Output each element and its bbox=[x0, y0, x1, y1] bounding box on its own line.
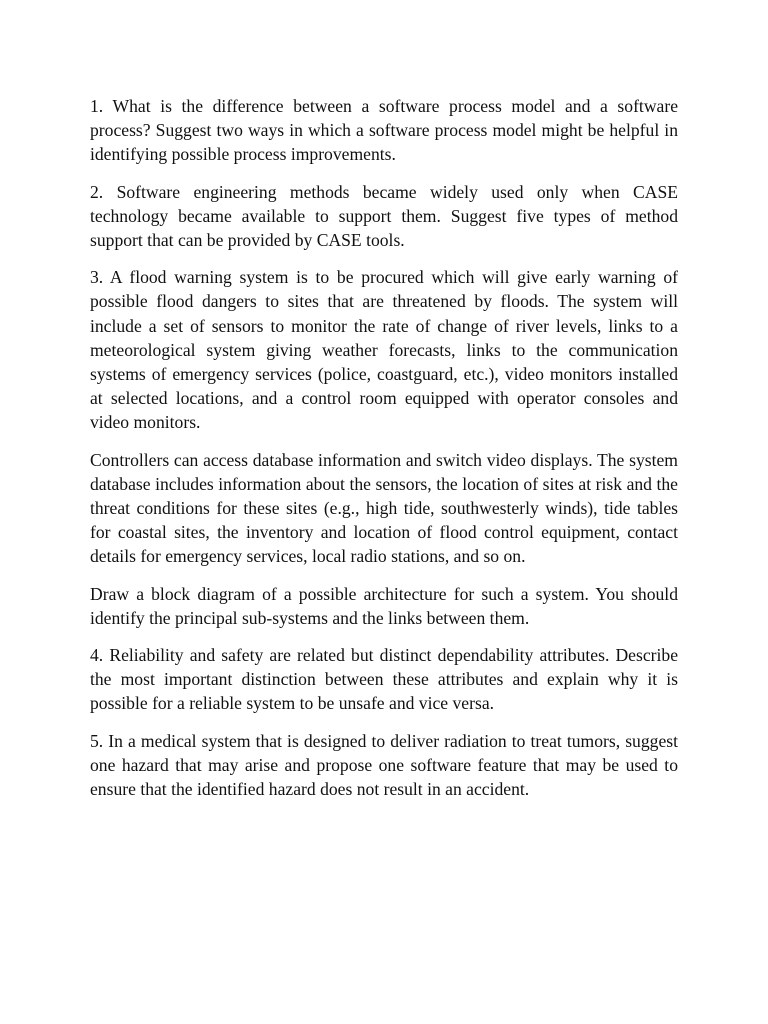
question-2-paragraph: 2. Software engineering methods became widely used only when CASE technology became available to support them. Suggest five types of method support that can be provided by CASE tools. bbox=[90, 181, 678, 251]
question-3-paragraph: 3. A flood warning system is to be procured which will give early warning of possible flood dangers to sites that are threatened by floods. The system will include a set of sensors to monitor the rate of change of river levels, links to a meteorological system giving weather forecasts, links to the communication systems of emergency services (police, coastguard, etc.), video monitors installed at selected locations, and a control room equipped with operator consoles and video monitors. bbox=[90, 267, 678, 433]
document-page bbox=[90, 94, 678, 814]
question-1-paragraph: 1. What is the difference between a software process model and a software process? Suggest two ways in which a software process model might be helpful in identifying possible process improvements. bbox=[90, 96, 678, 165]
question-3-task-paragraph: Draw a block diagram of a possible architecture for such a system. You should identify the principal sub-systems and the links between them. bbox=[90, 583, 678, 628]
question-3-controllers-paragraph: Controllers can access database information and switch video displays. The system database includes information about the sensors, the location of sites at risk and the threat conditions for these sites (e.g., high tide, southwesterly winds), tide tables for coastal sites, the inventory and location of flood control equipment, contact details for emergency services, local radio stations, and so on. bbox=[90, 449, 678, 567]
question-4-paragraph: 4. Reliability and safety are related but distinct dependability attributes. Describe the most important distinction between these attributes and explain why it is possible for a reliable system to be unsafe and vice versa. bbox=[90, 645, 678, 714]
question-5-paragraph: 5. In a medical system that is designed to deliver radiation to treat tumors, suggest one hazard that may arise and propose one software feature that may be used to ensure that the identified hazard does not result in an accident. bbox=[90, 730, 678, 800]
